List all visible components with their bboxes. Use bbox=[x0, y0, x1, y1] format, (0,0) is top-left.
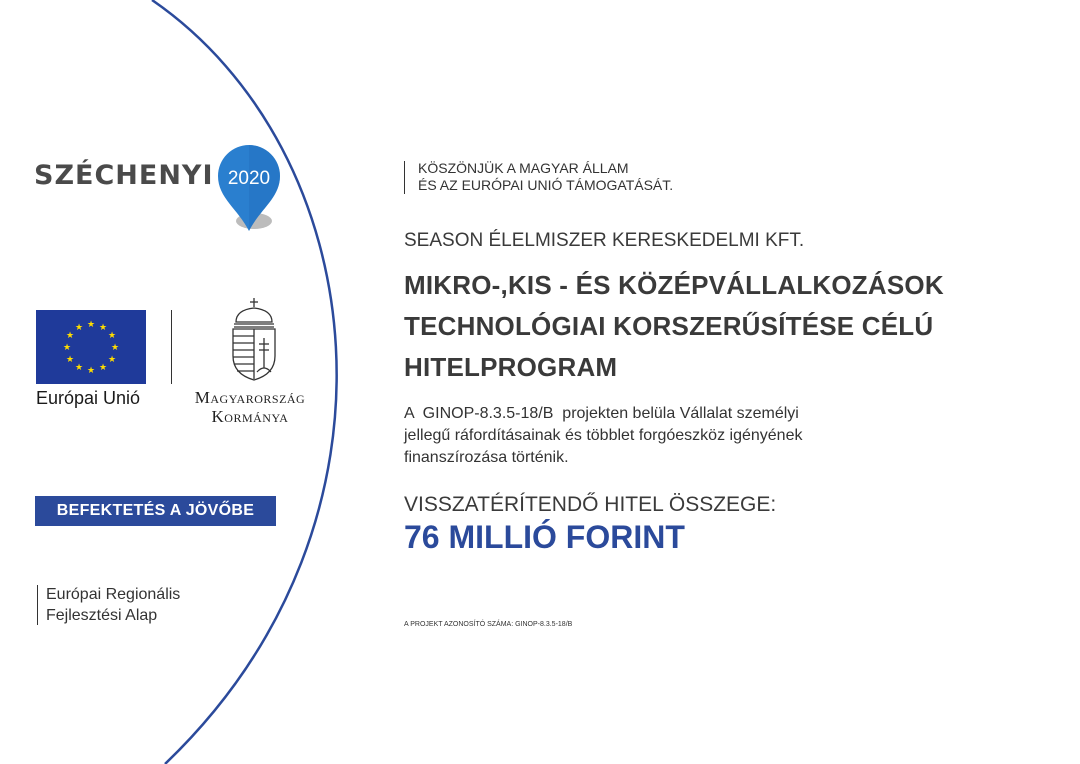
eu-flag-icon bbox=[36, 310, 146, 384]
svg-text:★: ★ bbox=[74, 323, 84, 333]
government-label-line2: Kormánya bbox=[211, 407, 289, 426]
eu-label: Európai Unió bbox=[36, 388, 141, 408]
description-line3: finanszírozása történik. bbox=[404, 449, 569, 466]
thanks-line2: ÉS AZ EURÓPAI UNIÓ TÁMOGATÁSÁT. bbox=[418, 177, 674, 193]
svg-text:★: ★ bbox=[86, 320, 96, 330]
svg-text:★: ★ bbox=[107, 355, 117, 365]
loan-label: VISSZATÉRÍTENDŐ HITEL ÖSSZEGE: bbox=[404, 493, 777, 516]
svg-text:★: ★ bbox=[98, 363, 108, 373]
loan-amount: 76 MILLIÓ FORINT bbox=[404, 519, 685, 555]
szechenyi-wordmark: SZÉCHENYI bbox=[34, 160, 214, 191]
svg-text:★: ★ bbox=[110, 343, 120, 353]
fund-name-line1: Európai Regionális bbox=[46, 586, 181, 603]
thanks-text bbox=[418, 160, 673, 194]
description-line1: A GINOP-8.3.5-18/B projekten belüla Vállalat személyi bbox=[404, 405, 799, 422]
description-line2: jellegű ráfordításainak és többlet forgóeszköz igényének bbox=[404, 427, 803, 444]
thanks-line1: KÖSZÖNJÜK A MAGYAR ÁLLAM bbox=[418, 160, 629, 176]
government-label-line1: Magyarország bbox=[194, 388, 306, 407]
svg-text:★: ★ bbox=[62, 343, 72, 353]
invest-banner: BEFEKTETÉS A JÖVŐBE bbox=[35, 496, 276, 526]
logo-year: 2020 bbox=[227, 168, 271, 189]
project-id: A PROJEKT AZONOSÍTÓ SZÁMA: GINOP-8.3.5-18/B bbox=[404, 621, 573, 628]
fund-divider bbox=[37, 585, 38, 625]
government-label bbox=[180, 388, 320, 426]
thanks-divider bbox=[404, 161, 405, 194]
project-description bbox=[404, 403, 924, 469]
program-title-line1: MIKRO-,KIS - ÉS KÖZÉPVÁLLALKOZÁSOK bbox=[404, 270, 944, 300]
fund-name bbox=[46, 584, 180, 626]
program-title bbox=[404, 265, 1044, 388]
svg-text:★: ★ bbox=[74, 363, 84, 373]
coat-of-arms-icon bbox=[228, 298, 280, 382]
program-title-line2: TECHNOLÓGIAI KORSZERŰSÍTÉSE CÉLÚ bbox=[404, 311, 934, 341]
location-pin-icon bbox=[216, 143, 282, 235]
company-name: SEASON ÉLELMISZER KERESKEDELMI KFT. bbox=[404, 230, 805, 251]
svg-text:★: ★ bbox=[98, 323, 108, 333]
program-title-line3: HITELPROGRAM bbox=[404, 352, 618, 382]
logo-divider bbox=[171, 310, 172, 384]
svg-text:★: ★ bbox=[65, 331, 75, 341]
svg-text:★: ★ bbox=[86, 366, 96, 376]
fund-name-line2: Fejlesztési Alap bbox=[46, 607, 158, 624]
svg-text:★: ★ bbox=[65, 355, 75, 365]
svg-text:★: ★ bbox=[107, 331, 117, 341]
